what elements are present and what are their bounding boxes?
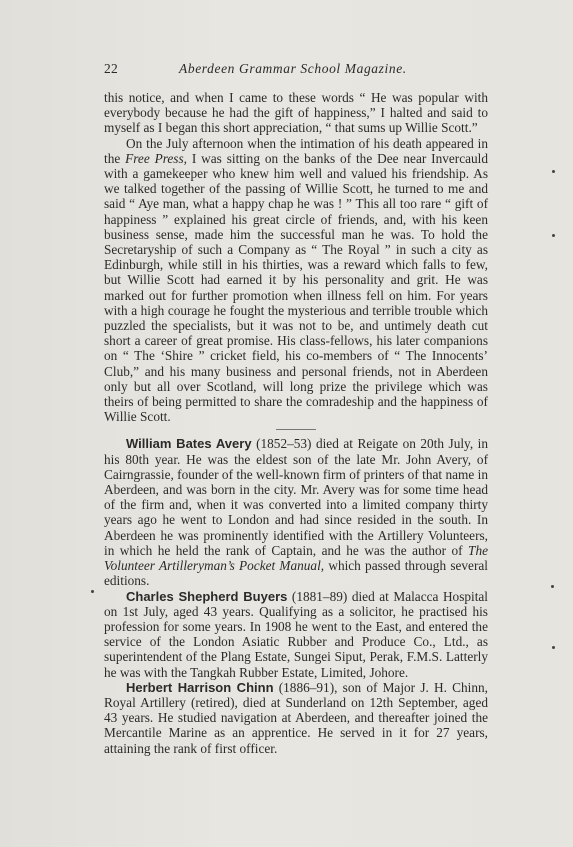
obituary-avery xyxy=(104,436,488,588)
newspaper-title: Free Press, xyxy=(125,150,187,166)
obituary-name: Charles Shepherd Buyers xyxy=(126,588,288,604)
paragraph-scott-appreciation xyxy=(104,136,488,425)
paragraph-scott-opening: this notice, and when I came to these words “ He was popular with everybody because he had the gift of happiness,” I halted and said to myself as I began this short appreciation, “ that sums up Willie Scott.” xyxy=(104,90,488,136)
margin-speck xyxy=(91,590,94,593)
obituary-name: Herbert Harrison Chinn xyxy=(126,679,274,695)
section-divider xyxy=(276,429,316,430)
obituary-text: (1881–89) died at Malacca Hospital on 1st July, aged 43 years. Qualifying as a solicitor, he practised his profession for some years. In 1908 he went to the East, and entered the service of the London Asiatic Rubber and Produce Co., Ltd., as superintendent of the Plang Estate, Sungei Siput, Perak, F.M.S. Latterly he was with the Tangkah Rubber Estate, Limited, Johore. xyxy=(104,588,489,680)
obituary-chinn xyxy=(104,680,488,756)
book-title: The Volunteer Artilleryman’s Pocket Manual, xyxy=(104,542,488,574)
margin-speck xyxy=(552,234,555,237)
paragraph-text: I was sitting on the banks of the Dee near Invercauld with a gamekeeper who knew him well and valued his friendship. As we talked together of the passing of Willie Scott, he turned to me and said “ Aye man, what a happy chap he was ! ” This all too rare “ gift of happiness ” explained his great circle of friends, and, with his keen business sense, made him the successful man he was. To hold the Secretaryship of such a Company as “ The Royal ” in such a city as Edinburgh, while still in his thirties, was a reward which falls to few, but Willie Scott had earned it by his personality and grit. He was marked out for further promotion when illness fell on him. For years with a high courage he fought the mysterious and terrible trouble which puzzled the specialists, but it was not to be, and untimely death cut short a career of great promise. His class-fellows, his later companions on “ The ‘Shire ” cricket field, his co-members of “ The Innocents’ Club,” and his many business and personal friends, not in Aberdeen only but all over Scotland, will long prize the privilege which was theirs of being permitted to share the comradeship and the happiness of Willie Scott. xyxy=(104,150,488,425)
obituary-buyers xyxy=(104,589,488,680)
obituary-text: which passed through several editions. xyxy=(104,558,488,589)
page-number: 22 xyxy=(104,61,119,76)
margin-speck xyxy=(552,646,555,649)
article-body xyxy=(104,90,488,756)
obituary-text: (1886–91), son of Major J. H. Chinn, Royal Artillery (retired), died at Sunderland on 12th September, aged 43 years. He studied navigation at Aberdeen, and thereafter joined the Mercantile Marine as an apprentice. He served in it for 27 years, attaining the rank of first officer. xyxy=(104,679,488,756)
margin-speck xyxy=(552,170,555,173)
obituary-text: (1852–53) died at Reigate on 20th July, in his 80th year. He was the eldest son of the late Mr. John Avery, of Cairngrassie, founder of the well-known firm of printers of that name in Aberdeen, and was born in the city. Mr. Avery was for some time head of the firm and, when it was converted into a limited company thirty years ago he went to London and had since resided in the south. In Aberdeen he was prominently identified with the Artillery Volunteers, in which he held the rank of Captain, and he was the author of xyxy=(104,436,488,558)
paragraph-text: On the July afternoon when the intimation of his death appeared in the xyxy=(104,135,488,166)
magazine-title: Aberdeen Grammar School Magazine. xyxy=(179,61,407,76)
margin-speck xyxy=(551,585,554,588)
obituary-name: William Bates Avery xyxy=(126,436,252,452)
